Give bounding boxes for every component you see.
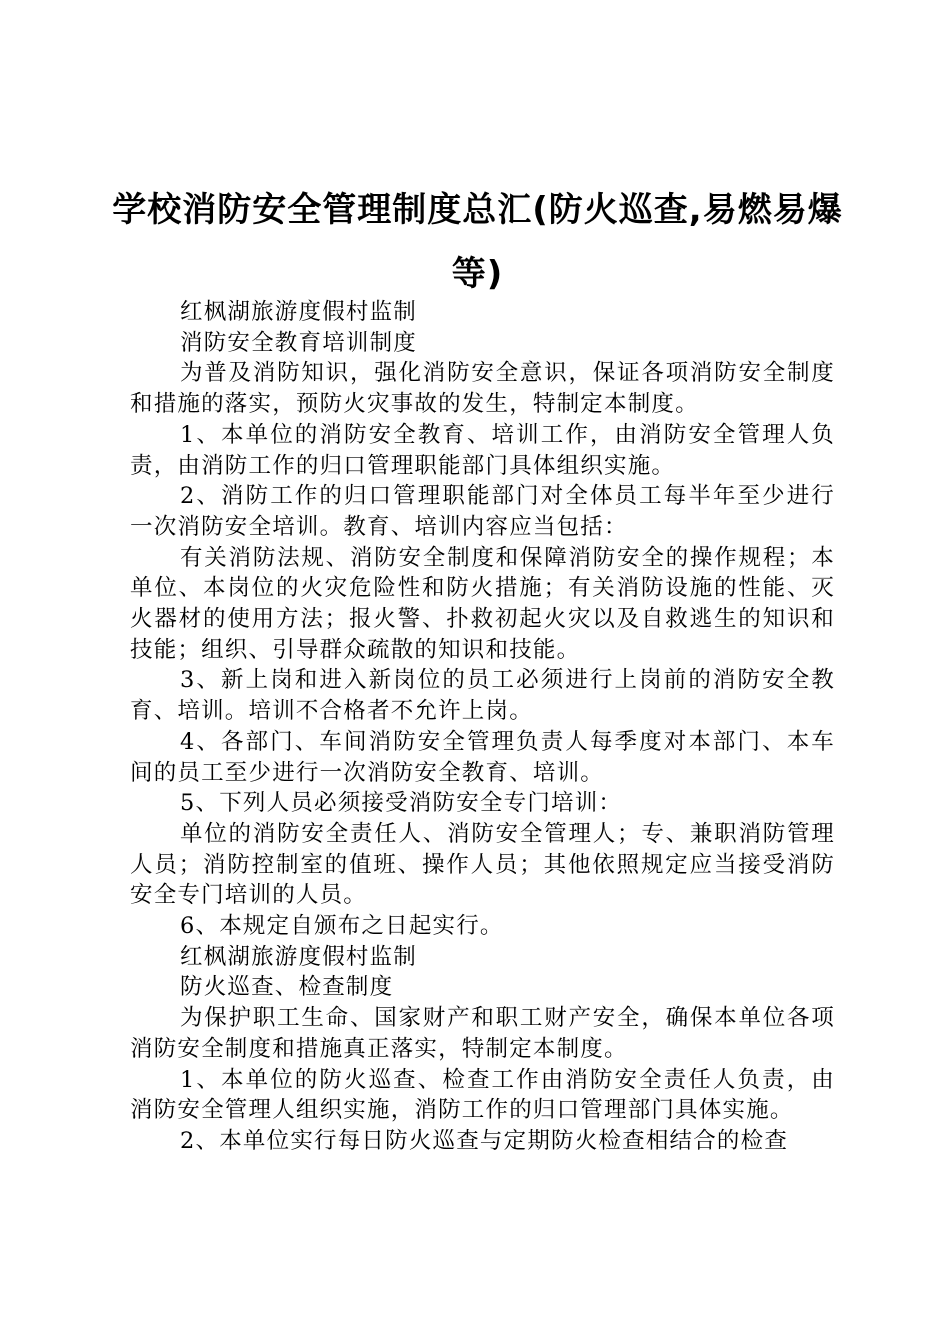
paragraph: 5、下列人员必须接受消防安全专门培训： [180, 790, 623, 817]
paragraph-section-heading: 消防安全教育培训制度 [180, 329, 418, 356]
paragraph: 单位的消防安全责任人、消防安全管理人；专、兼职消防管理人员；消防控制室的值班、操作人员；其他依照规定应当接受消防安全专门培训的人员。 [130, 820, 835, 909]
paragraph-issuer: 红枫湖旅游度假村监制 [180, 299, 418, 325]
paragraph: 2、本单位实行每日防火巡查与定期防火检查相结合的检查 [180, 1127, 789, 1154]
paragraph: 6、本规定自颁布之日起实行。 [180, 913, 504, 940]
paragraph: 2、消防工作的归口管理职能部门对全体员工每半年至少进行一次消防安全培训。教育、培训内容应当包括： [130, 483, 835, 540]
paragraph: 为保护职工生命、国家财产和职工财产安全，确保本单位各项消防安全制度和措施真正落实，特制定本制度。 [130, 1005, 835, 1062]
paragraph: 1、本单位的防火巡查、检查工作由消防安全责任人负责，由消防安全管理人组织实施，消防工作的归口管理部门具体实施。 [130, 1066, 835, 1124]
paragraph-section-heading: 防火巡查、检查制度 [180, 974, 394, 1001]
document-body [130, 297, 835, 1157]
paragraph: 为普及消防知识，强化消防安全意识，保证各项消防安全制度和措施的落实，预防火灾事故的发生，特制定本制度。 [130, 360, 835, 418]
paragraph-issuer: 红枫湖旅游度假村监制 [180, 943, 418, 970]
paragraph: 1、本单位的消防安全教育、培训工作，由消防安全管理人负责，由消防工作的归口管理职能部门具体组织实施。 [130, 421, 835, 479]
paragraph: 4、各部门、车间消防安全管理负责人每季度对本部门、本车间的员工至少进行一次消防安全教育、培训。 [130, 728, 835, 786]
paragraph: 3、新上岗和进入新岗位的员工必须进行上岗前的消防安全教育、培训。培训不合格者不允许上岗。 [130, 667, 835, 725]
paragraph: 有关消防法规、消防安全制度和保障消防安全的操作规程；本单位、本岗位的火灾危险性和防火措施；有关消防设施的性能、灭火器材的使用方法；报火警、扑救初起火灾以及自救逃生的知识和技能；组织、引导群众疏散的知识和技能。 [130, 544, 835, 663]
document-title: 学校消防安全管理制度总汇(防火巡查,易燃易爆等) [112, 190, 843, 294]
